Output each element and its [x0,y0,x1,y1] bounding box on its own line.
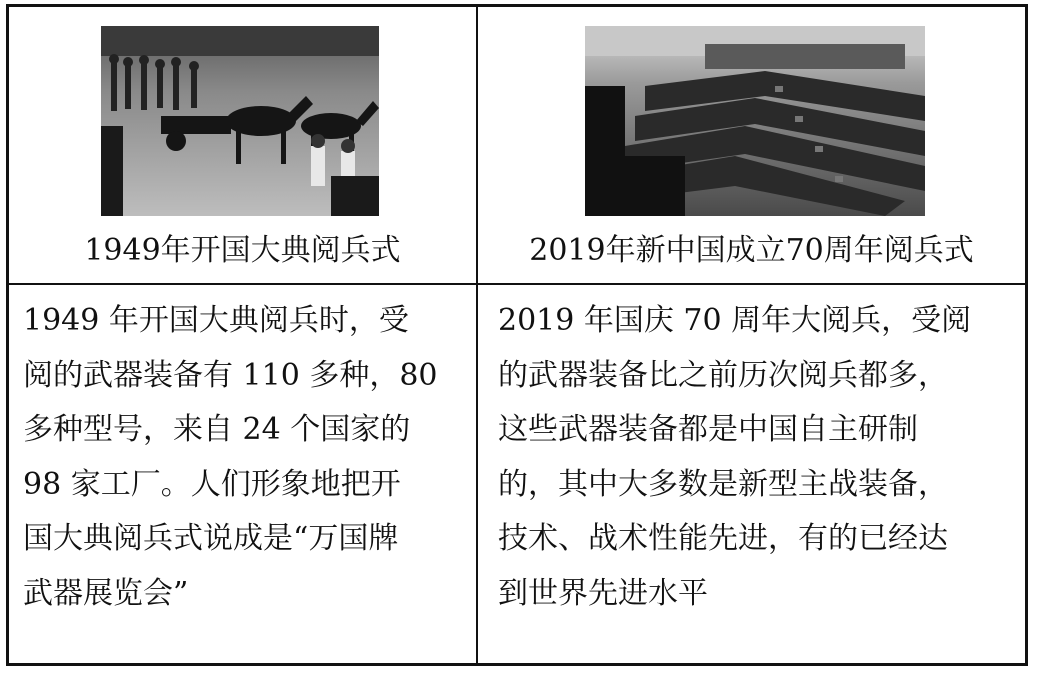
row-divider [9,283,1025,285]
description-line: 98 家工厂。人们形象地把开 [23,466,401,502]
description-line: 阅的武器装备有 110 多种，80 [23,357,438,393]
description-line: 武器展览会” [23,575,189,611]
description-line: 的武器装备比之前历次阅兵都多， [498,357,948,393]
description-line: 多种型号，来自 24 个国家的 [23,412,411,447]
comparison-table [6,4,1028,666]
description-line: 国大典阅兵式说成是“万国牌 [23,521,399,556]
description-line: 2019 年国庆 70 周年大阅兵，受阅 [498,303,972,338]
description-line: 到世界先进水平 [498,575,708,611]
caption-1949: 1949年开国大典阅兵式 [84,233,401,268]
parade-1949-photo [101,26,379,216]
caption-2019: 2019年新中国成立70周年阅兵式 [529,233,974,268]
description-line: 1949 年开国大典阅兵时，受 [23,303,409,338]
description-line: 这些武器装备都是中国自主研制 [498,412,918,447]
description-line: 技术、战术性能先进，有的已经达 [498,521,948,556]
column-divider [476,7,478,663]
parade-2019-photo [585,26,925,216]
description-1949 [23,294,463,621]
description-line: 的，其中大多数是新型主战装备， [498,466,948,502]
description-2019 [498,294,1018,621]
